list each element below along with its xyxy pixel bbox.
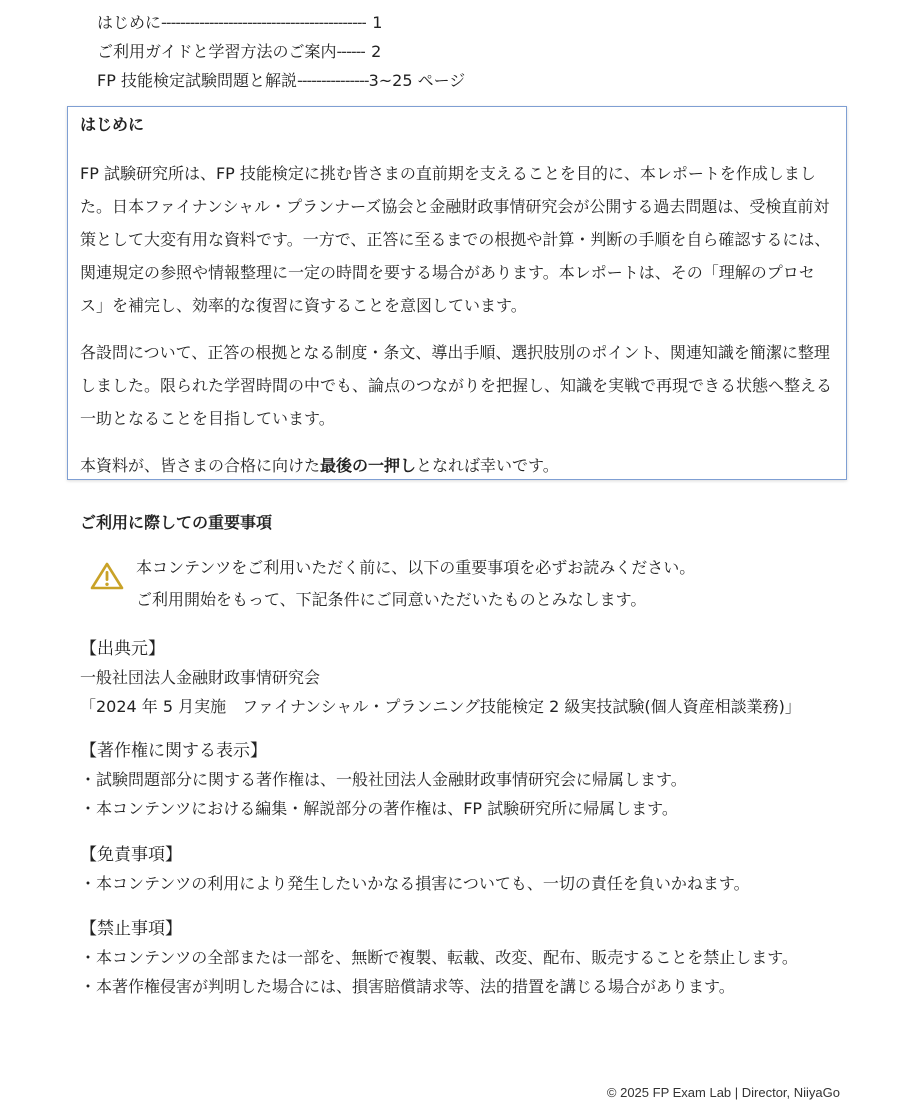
toc-item[interactable] [97, 8, 537, 37]
warning-triangle-icon [90, 562, 124, 590]
disclaimer-line: ・本コンテンツの利用により発生したいかなる損害についても、一切の責任を負いかねます。 [80, 874, 750, 893]
copyright-section [80, 737, 687, 823]
toc-item-leader: ------------------------------------------- [161, 13, 367, 32]
toc-item-leader: ------ [336, 42, 366, 61]
toc-item-page: 3~25 ページ [368, 71, 466, 90]
toc-item-label: FP 技能検定試験問題と解説 [97, 71, 297, 90]
source-org: 一般社団法人金融財政事情研究会 [80, 668, 321, 687]
notice-line: ご利用開始をもって、下記条件にご同意いただいたものとみなします。 [136, 590, 647, 609]
notice-line: 本コンテンツをご利用いただく前に、以下の重要事項を必ずお読みください。 [136, 558, 696, 577]
copyright-heading: 【著作権に関する表示】 [80, 741, 267, 761]
source-section [80, 635, 801, 721]
disclaimer-section [80, 841, 750, 898]
toc-item-leader: --------------- [296, 71, 369, 90]
toc-item[interactable] [97, 37, 537, 66]
disclaimer-heading: 【免責事項】 [80, 845, 182, 865]
toc-heading [80, 0, 120, 4]
notice-text [136, 552, 695, 616]
intro-title: はじめに [80, 115, 145, 134]
toc-item-page: 2 [371, 42, 382, 61]
source-exam: 「2024 年 5 月実施 ファイナンシャル・プランニング技能検定 2 級実技試験(個人資産相談業務)」 [80, 697, 801, 716]
toc-item-label: はじめに [97, 13, 162, 32]
source-heading: 【出典元】 [80, 639, 165, 659]
copyright-line: ・本コンテンツにおける編集・解説部分の著作権は、FP 試験研究所に帰属します。 [80, 799, 678, 818]
closing-text: 本資料が、皆さまの合格に向けた [80, 456, 321, 475]
notice-title: ご利用に際しての重要事項 [80, 513, 273, 532]
intro-box [67, 106, 847, 480]
prohibited-heading: 【禁止事項】 [80, 919, 182, 939]
closing-emphasis: 最後の一押し [320, 456, 417, 475]
intro-paragraph: FP 試験研究所は、FP 技能検定に挑む皆さまの直前期を支えることを目的に、本レポートを作成しました。日本ファイナンシャル・プランナーズ協会と金融財政事情研究会が公開する過去問題は、受検直前対策として大変有用な資料です。一方で、正答に至るまでの根拠や計算・判断の手順を自ら確認するには、関連規定の参照や情報整理に一定の時間を要する場合があります。本レポートは、その「理解のプロセス」を補完し、効率的な復習に資することを意図しています。 [80, 164, 831, 315]
copyright-line: ・試験問題部分に関する著作権は、一般社団法人金融財政事情研究会に帰属します。 [80, 770, 687, 789]
footer-copyright: © 2025 FP Exam Lab | Director, NiiyaGo [606, 1085, 840, 1100]
prohibited-section [80, 915, 820, 1001]
intro-paragraph: 各設問について、正答の根拠となる制度・条文、導出手順、選択肢別のポイント、関連知識を簡潔に整理しました。限られた学習時間の中でも、論点のつながりを把握し、知識を実戦で再現できる状態へ整える一助となることを目指しています。 [80, 343, 833, 428]
prohibited-line: ・本著作権侵害が判明した場合には、損害賠償請求等、法的措置を講じる場合があります。 [80, 977, 735, 996]
closing-text: となれば幸いです。 [416, 456, 559, 475]
prohibited-line: ・本コンテンツの全部または一部を、無断で複製、転載、改変、配布、販売することを禁止します。 [80, 948, 798, 967]
toc-item[interactable] [97, 66, 537, 95]
intro-closing [80, 449, 834, 482]
toc-item-page: 1 [372, 13, 383, 32]
toc-item-label: ご利用ガイドと学習方法のご案内 [97, 42, 337, 61]
table-of-contents [97, 8, 537, 95]
